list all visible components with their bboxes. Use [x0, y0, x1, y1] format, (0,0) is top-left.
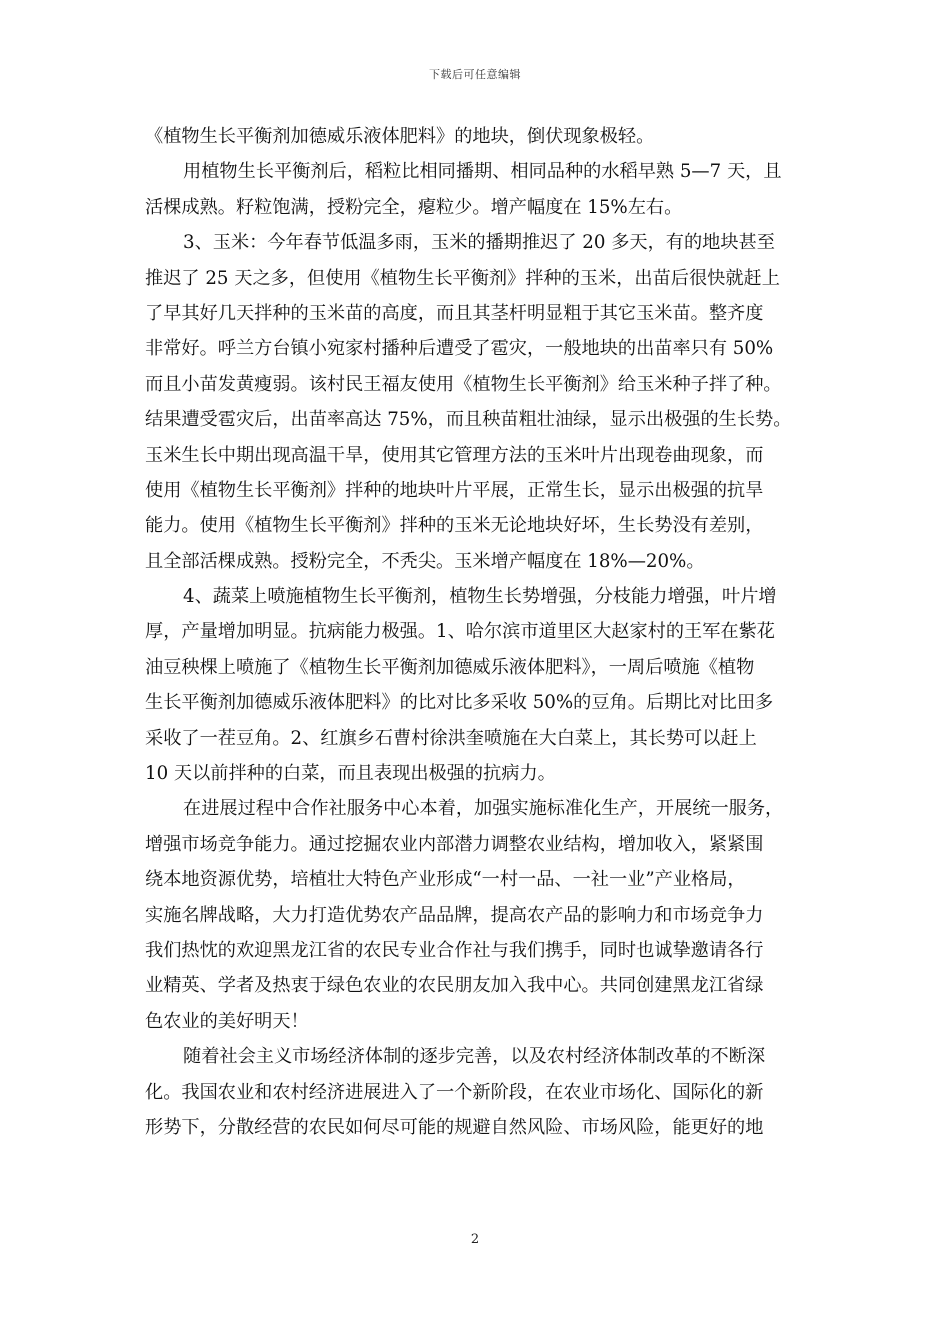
text-line: 色农业的美好明天！ — [145, 1010, 309, 1032]
text-line: 玉米生长中期出现高温干旱，使用其它管理方法的玉米叶片出现卷曲现象，而 — [145, 444, 764, 466]
text-line: 采收了一茬豆角。2、红旗乡石曹村徐洪奎喷施在大白菜上，其长势可以赶上 — [145, 727, 757, 749]
text-line: 且全部活棵成熟。授粉完全，不秃尖。玉米增产幅度在 18%—20%。 — [145, 550, 705, 572]
text-line: 我们热忱的欢迎黑龙江省的农民专业合作社与我们携手，同时也诚挚邀请各行 — [145, 939, 764, 961]
text-line: 3、玉米：今年春节低温多雨，玉米的播期推迟了 20 多天，有的地块甚至 — [183, 232, 775, 254]
text-line: 油豆秧棵上喷施了《植物生长平衡剂加德威乐液体肥料》，一周后喷施《植物 — [145, 656, 755, 678]
text-line: 能力。使用《植物生长平衡剂》拌种的玉米无论地块好坏，生长势没有差别， — [145, 515, 764, 537]
text-line: 业精英、学者及热衷于绿色农业的农民朋友加入我中心。共同创建黑龙江省绿 — [145, 975, 764, 997]
text-line: 化。我国农业和农村经济进展进入了一个新阶段，在农业市场化、国际化的新 — [145, 1081, 764, 1103]
text-line: 结果遭受雹灾后，出苗率高达 75%，而且秧苗粗壮油绿，显示出极强的生长势。 — [145, 409, 792, 431]
text-line: 《植物生长平衡剂加德威乐液体肥料》的地块，倒伏现象极轻。 — [145, 126, 655, 147]
page-header: 下载后可任意编辑 — [429, 68, 521, 81]
text-line: 10 天以前拌种的白菜，而且表现出极强的抗病力。 — [145, 763, 556, 785]
text-line: 绕本地资源优势，培植壮大特色产业形成“一村一品、一社一业”产业格局， — [145, 869, 746, 891]
text-line: 活棵成熟。籽粒饱满，授粉完全，瘪粒少。增产幅度在 15%左右。 — [145, 196, 683, 218]
text-line: 在进展过程中合作社服务中心本着，加强实施标准化生产，开展统一服务， — [183, 798, 784, 820]
text-line: 了早其好几天拌种的玉米苗的高度，而且其茎杆明显粗于其它玉米苗。整齐度 — [145, 302, 764, 324]
text-line: 实施名牌战略，大力打造优势农产品品牌，提高农产品的影响力和市场竞争力 — [145, 904, 764, 926]
text-line: 形势下，分散经营的农民如何尽可能的规避自然风险、市场风险，能更好的地 — [145, 1116, 764, 1138]
document-body — [145, 119, 810, 1145]
page-number: 2 — [470, 1232, 480, 1247]
text-line: 非常好。呼兰方台镇小宛家村播种后遭受了雹灾，一般地块的出苗率只有 50% — [145, 338, 774, 360]
text-line: 推迟了 25 天之多，但使用《植物生长平衡剂》拌种的玉米，出苗后很快就赶上 — [145, 267, 780, 289]
text-line: 而且小苗发黄瘦弱。该村民王福友使用《植物生长平衡剂》给玉米种子拌了种。 — [145, 373, 782, 395]
text-line: 随着社会主义市场经济体制的逐步完善，以及农村经济体制改革的不断深 — [183, 1046, 766, 1068]
text-line: 增强市场竞争能力。通过挖掘农业内部潜力调整农业结构，增加收入，紧紧围 — [145, 833, 764, 855]
text-line: 用植物生长平衡剂后，稻粒比相同播期、相同品种的水稻早熟 5—7 天，且 — [183, 161, 782, 183]
text-line: 厚，产量增加明显。抗病能力极强。1、哈尔滨市道里区大赵家村的王军在紫花 — [145, 621, 775, 643]
text-line: 4、蔬菜上喷施植物生长平衡剂，植物生长势增强，分枝能力增强，叶片增 — [183, 586, 777, 608]
text-line: 生长平衡剂加德威乐液体肥料》的比对比多采收 50%的豆角。后期比对比田多 — [145, 692, 774, 714]
text-line: 使用《植物生长平衡剂》拌种的地块叶片平展，正常生长，显示出极强的抗旱 — [145, 479, 764, 501]
